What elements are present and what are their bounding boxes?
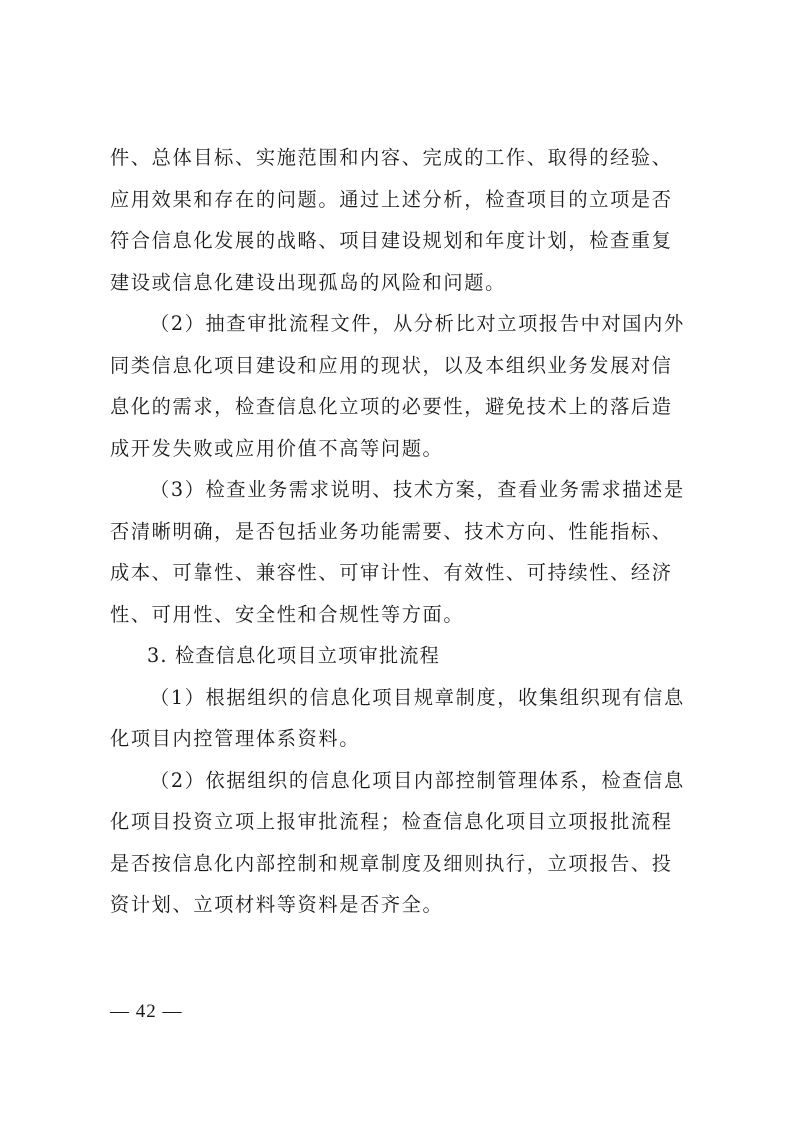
text-line: 性、可用性、安全性和合规性等方面。 bbox=[110, 602, 465, 626]
text-line: 资计划、立项材料等资料是否齐全。 bbox=[110, 893, 444, 916]
paragraph-section3-item-2 bbox=[110, 760, 695, 926]
text-line: 符合信息化发展的战略、项目建设规划和年度计划，检查重复 bbox=[110, 229, 673, 252]
text-line: 成开发失败或应用价值不高等问题。 bbox=[110, 436, 444, 460]
text-line: 息化的需求，检查信息化立项的必要性，避免技术上的落后造 bbox=[110, 395, 673, 418]
text-line: 应用效果和存在的问题。通过上述分析，检查项目的立项是否 bbox=[110, 187, 673, 211]
text-line: （2）抽查审批流程文件，从分析比对立项报告中对国内外 bbox=[150, 312, 685, 335]
text-line: 建设或信息化建设出现孤岛的风险和问题。 bbox=[110, 270, 506, 294]
text-line: 同类信息化项目建设和应用的现状，以及本组织业务发展对信 bbox=[110, 353, 673, 377]
paragraph-item-3 bbox=[110, 469, 695, 635]
text-line: （3）检查业务需求说明、技术方案，查看业务需求描述是 bbox=[150, 478, 685, 501]
paragraph-continuation bbox=[110, 137, 695, 303]
text-line: 化项目内控管理体系资料。 bbox=[110, 727, 361, 750]
paragraph-section3-item-1 bbox=[110, 677, 695, 760]
text-line: 是否按信息化内部控制和规章制度及细则执行，立项报告、投 bbox=[110, 851, 673, 875]
text-line: （2）依据组织的信息化项目内部控制管理体系，检查信息 bbox=[150, 768, 685, 792]
body-text bbox=[110, 137, 695, 926]
text-line: 成本、可靠性、兼容性、可审计性、有效性、可持续性、经济 bbox=[110, 561, 673, 584]
text-line: 件、总体目标、实施范围和内容、完成的工作、取得的经验、 bbox=[110, 146, 673, 169]
section-heading: 3. 检查信息化项目立项审批流程 bbox=[147, 644, 441, 667]
page-number: — 42 — bbox=[110, 1001, 183, 1022]
paragraph-item-2 bbox=[110, 303, 695, 469]
text-line: （1）根据组织的信息化项目规章制度，收集组织现有信息 bbox=[150, 685, 685, 709]
text-line: 化项目投资立项上报审批流程；检查信息化项目立项报批流程 bbox=[110, 810, 673, 833]
text-line: 否清晰明确，是否包括业务功能需要、技术方向、性能指标、 bbox=[110, 519, 673, 543]
